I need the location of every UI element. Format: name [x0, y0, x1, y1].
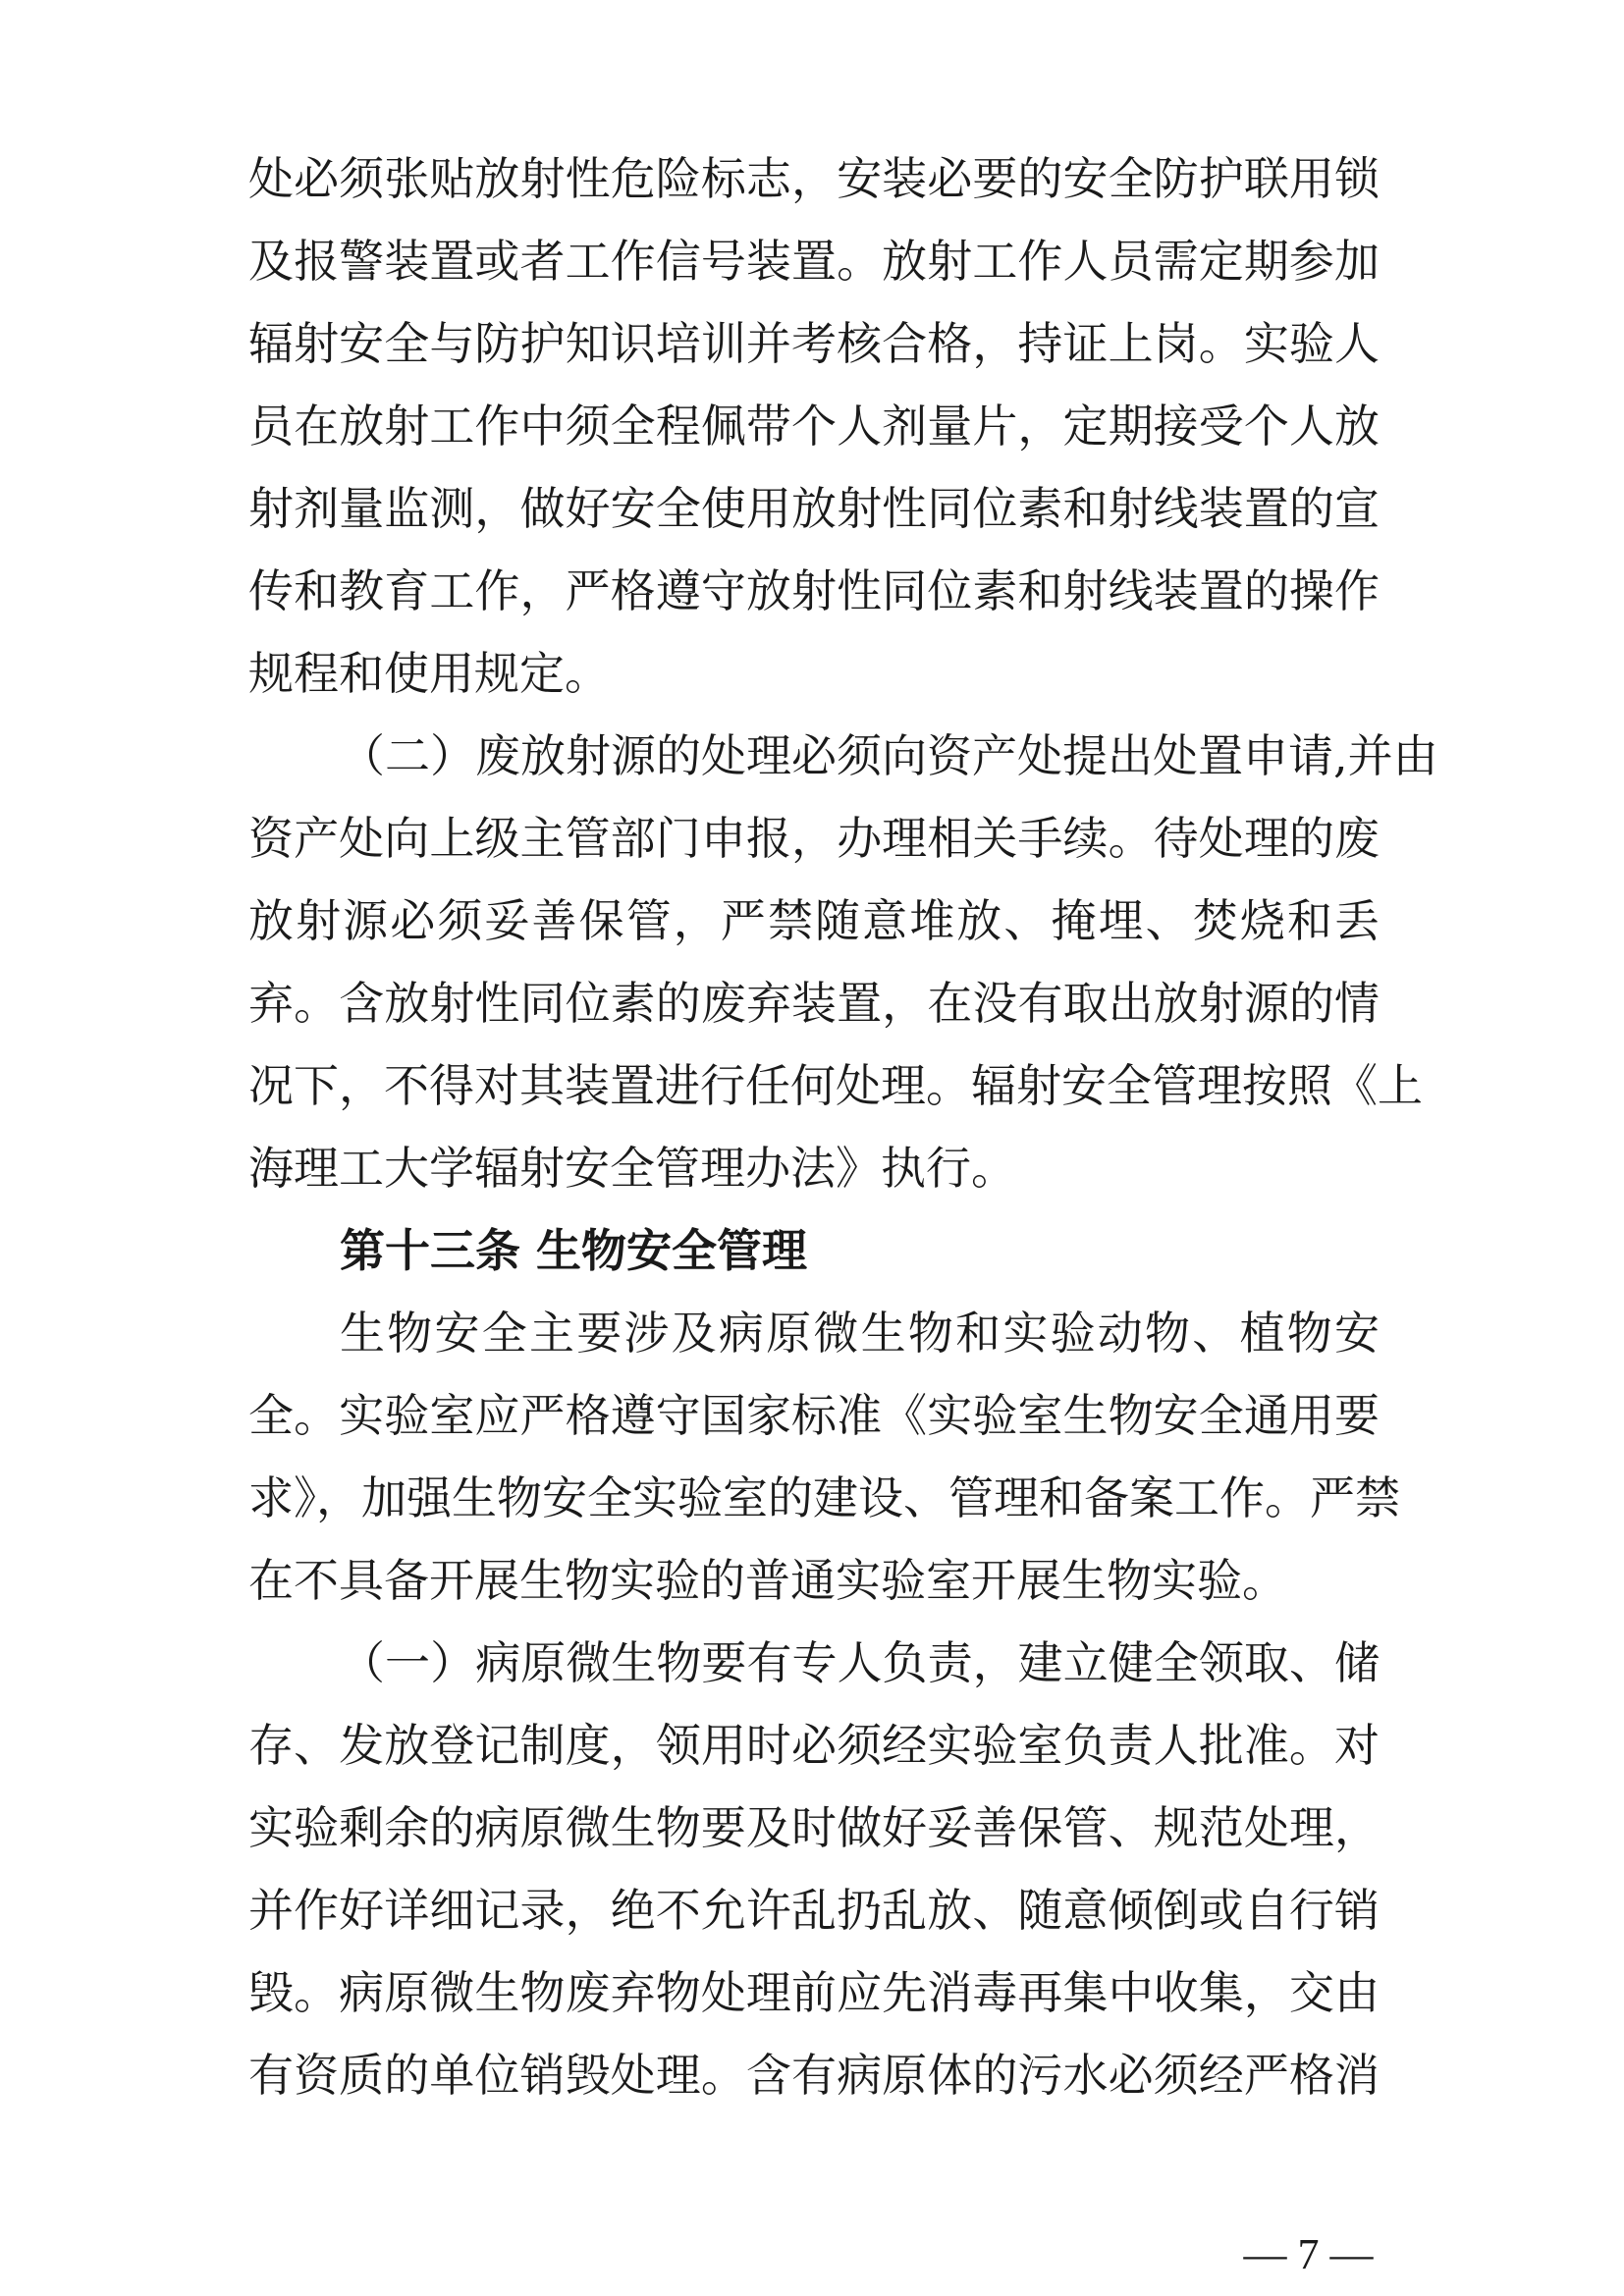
paragraph-line: 及报警装置或者工作信号装置。放射工作人员需定期参加	[248, 235, 1380, 288]
paragraph-line: 员在放射工作中须全程佩带个人剂量片，定期接受个人放	[248, 400, 1380, 453]
paragraph-line: 海理工大学辐射安全管理办法》执行。	[248, 1142, 1016, 1195]
paragraph-line: 求》，加强生物安全实验室的建设、管理和备案工作。严禁	[248, 1471, 1400, 1524]
article-heading: 第十三条 生物安全管理	[340, 1224, 808, 1277]
paragraph-line: 处必须张贴放射性危险标志，安装必要的安全防护联用锁	[248, 152, 1380, 205]
paragraph-line: 资产处向上级主管部门申报，办理相关手续。待处理的废	[248, 812, 1380, 865]
paragraph-line: 规程和使用规定。	[248, 647, 610, 700]
paragraph-line: 生物安全主要涉及病原微生物和实验动物、植物安	[340, 1307, 1380, 1360]
paragraph-line: 实验剩余的病原微生物要及时做好妥善保管、规范处理，	[248, 1801, 1380, 1854]
paragraph-line: 毁。病原微生物废弃物处理前应先消毒再集中收集，交由	[248, 1966, 1380, 2019]
page-number: — 7 —	[1243, 2230, 1374, 2278]
paragraph-line: 全。实验室应严格遵守国家标准《实验室生物安全通用要	[248, 1389, 1380, 1442]
paragraph-line: 射剂量监测，做好安全使用放射性同位素和射线装置的宣	[248, 482, 1380, 535]
paragraph-line: 放射源必须妥善保管，严禁随意堆放、掩埋、焚烧和丢	[248, 894, 1380, 947]
paragraph-line: 存、发放登记制度，领用时必须经实验室负责人批准。对	[248, 1719, 1380, 1772]
paragraph-line: 有资质的单位销毁处理。含有病原体的污水必须经严格消	[248, 2049, 1380, 2102]
paragraph-line: （一）病原微生物要有专人负责，建立健全领取、储	[340, 1636, 1380, 1689]
paragraph-line: 传和教育工作，严格遵守放射性同位素和射线装置的操作	[248, 564, 1380, 617]
paragraph-line: 在不具备开展生物实验的普通实验室开展生物实验。	[248, 1554, 1287, 1607]
paragraph-line: 况下，不得对其装置进行任何处理。辐射安全管理按照《上	[248, 1059, 1423, 1112]
paragraph-line: 辐射安全与防护知识培训并考核合格，持证上岗。实验人	[248, 317, 1380, 370]
paragraph-line: 并作好详细记录，绝不允许乱扔乱放、随意倾倒或自行销	[248, 1884, 1380, 1937]
paragraph-line: 弃。含放射性同位素的废弃装置，在没有取出放射源的情	[248, 977, 1380, 1030]
paragraph-line: （二）废放射源的处理必须向资产处提出处置申请,并由	[340, 729, 1438, 782]
